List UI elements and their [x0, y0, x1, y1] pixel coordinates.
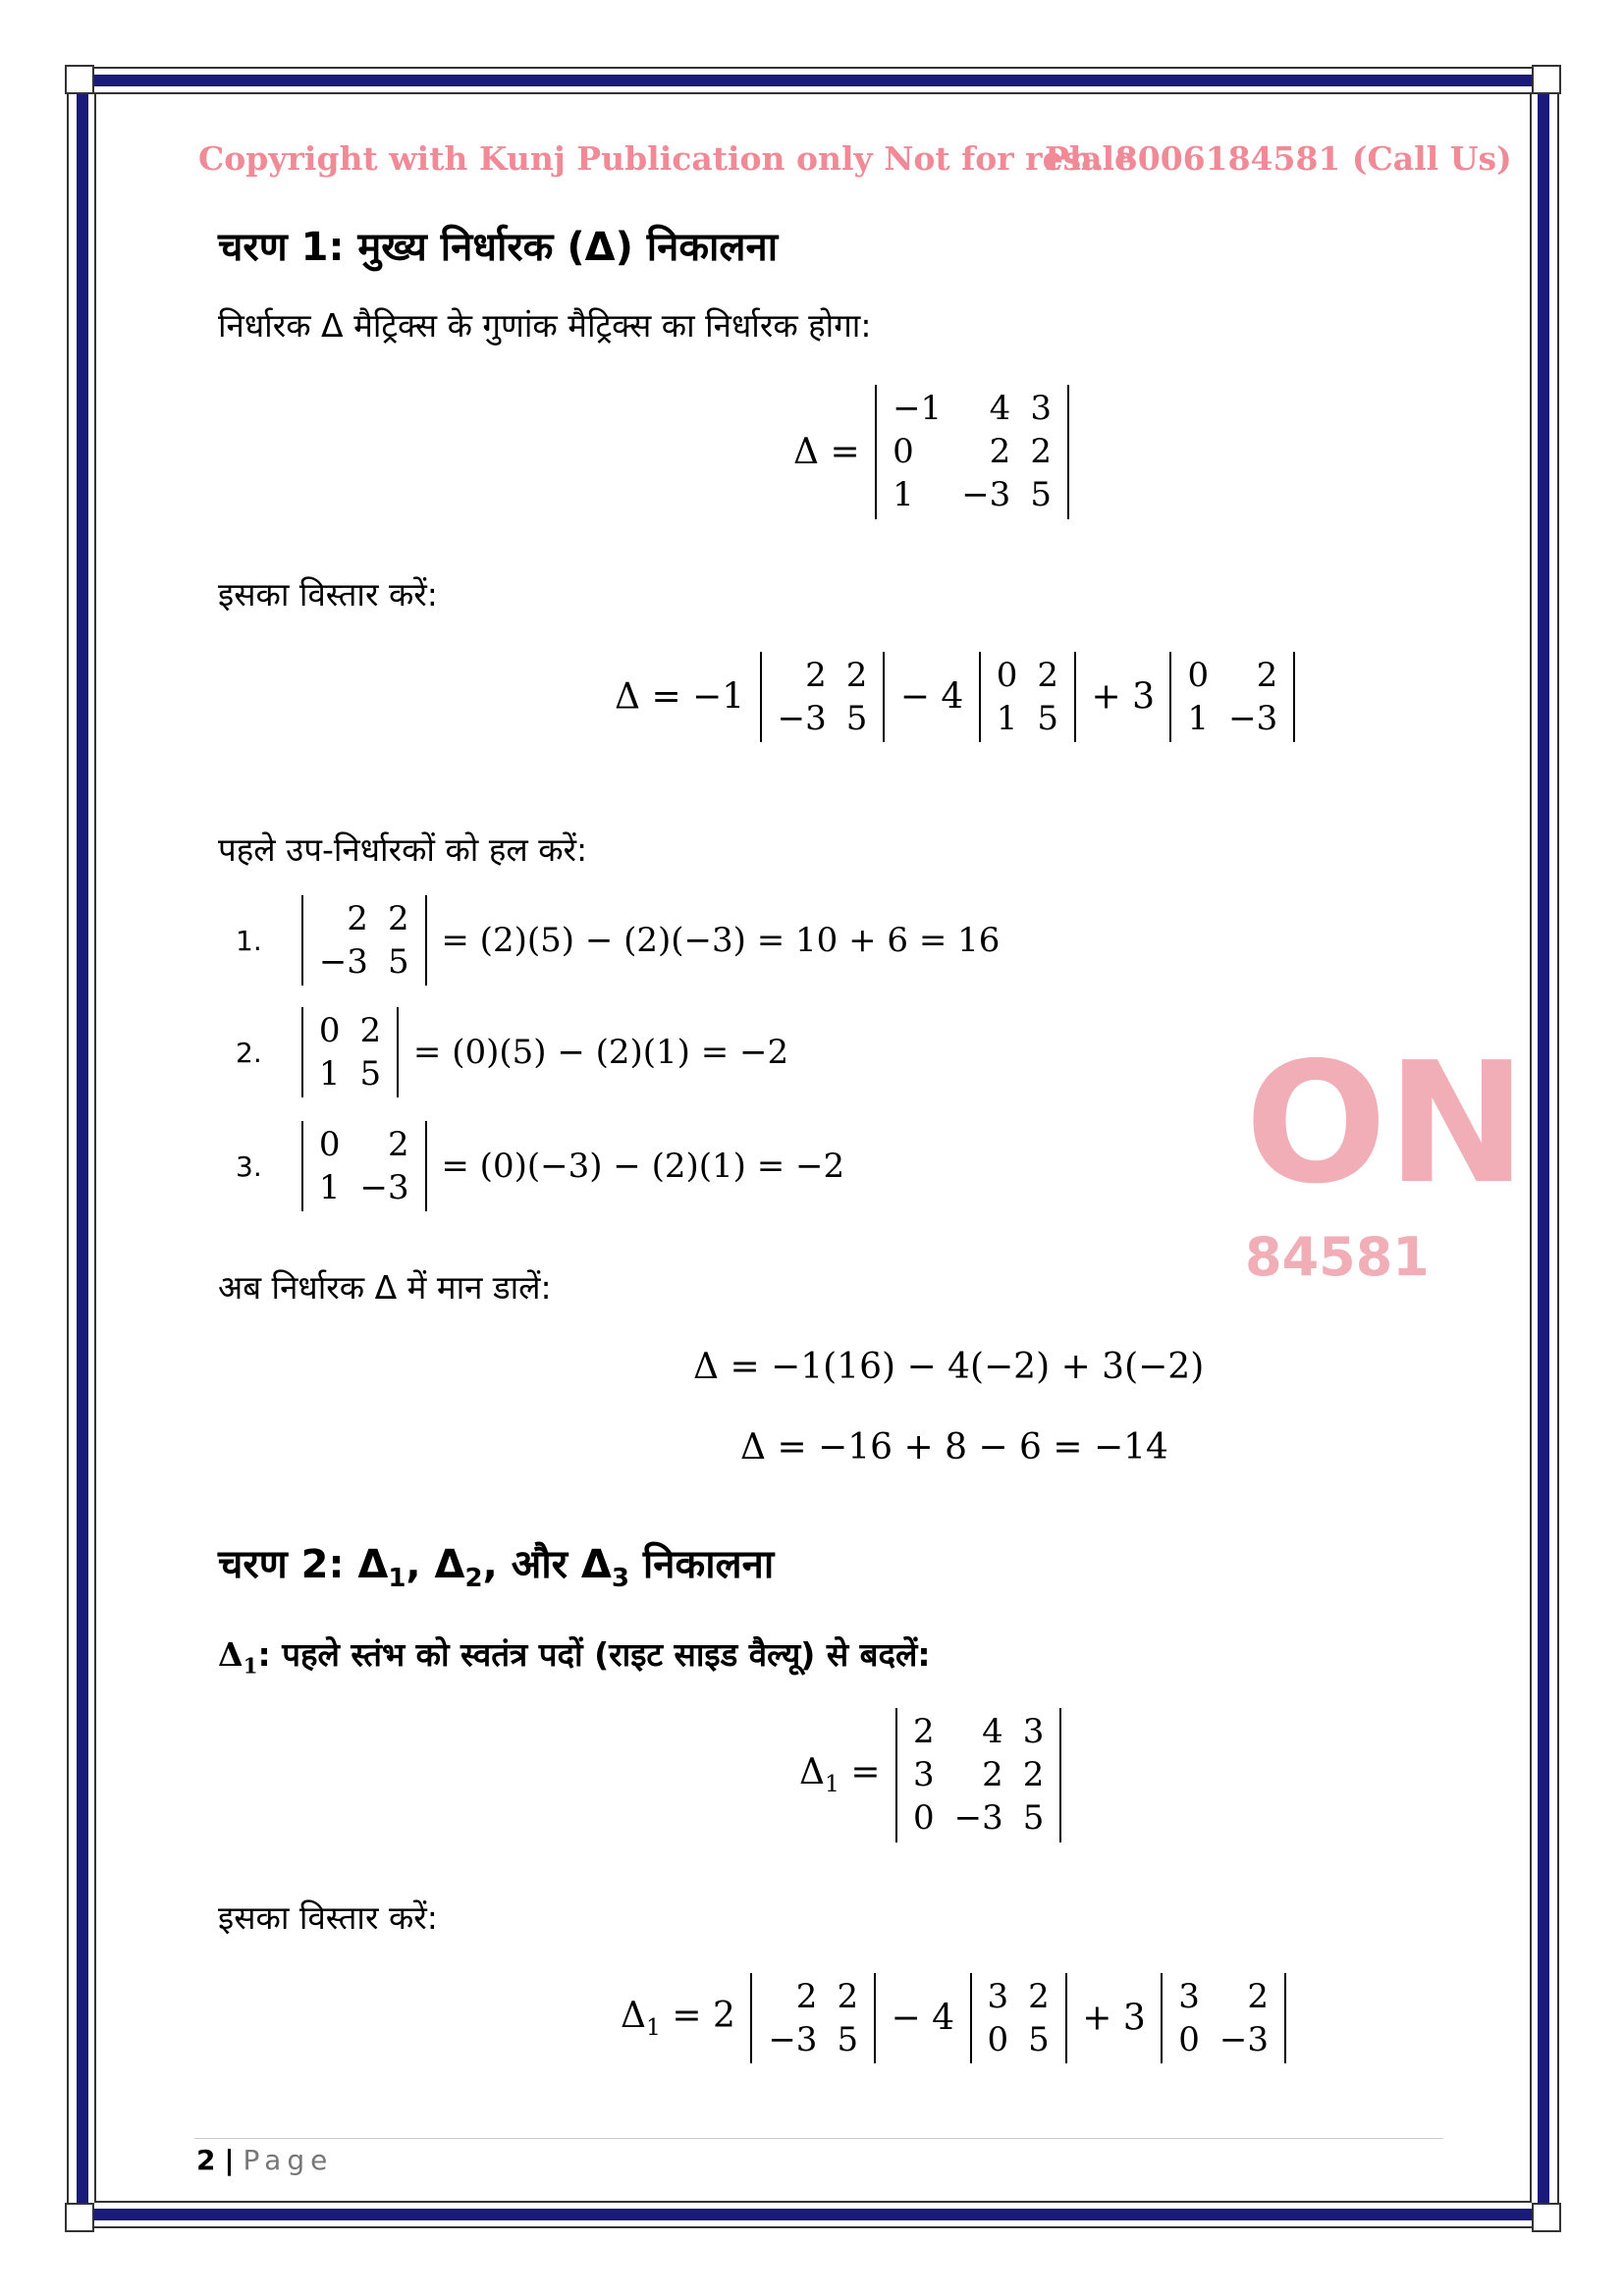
- minor-matrix: 2 2 −3 5: [760, 652, 886, 742]
- corner-ornament: [1532, 2203, 1561, 2232]
- list-number: 3.: [236, 1149, 262, 1183]
- minor-matrix: 3 2 0 −3: [1161, 1973, 1286, 2063]
- minor-matrix: 2 2 −3 5: [750, 1973, 876, 2063]
- delta1-lhs: $\Delta_1$ =: [799, 1752, 881, 1798]
- matrix-3x3: −1 4 3 0 2 2 1 −3 5: [875, 385, 1069, 519]
- copyright-header: [198, 139, 1512, 178]
- heading-text: निकालना: [642, 1542, 775, 1587]
- step2-expansion: [621, 1973, 1290, 2063]
- expansion-lead: Δ = −1: [615, 676, 745, 718]
- d1-label-text: : पहले स्तंभ को स्वतंत्र पदों (राइट साइड वैल्यू) से बदलें:: [257, 1635, 931, 1674]
- list-number: 1.: [236, 924, 262, 957]
- step1-intro: निर्धारक Δ मैट्रिक्स के गुणांक मैट्रिक्स का निर्धारक होगा:: [218, 306, 872, 345]
- step1-substitute-label: अब निर्धारक Δ में मान डालें:: [218, 1268, 552, 1307]
- calc-line-2: Δ = −16 + 8 − 6 = −14: [740, 1427, 1168, 1468]
- calc-line-1: Δ = −1(16) − 4(−2) + 3(−2): [693, 1347, 1205, 1387]
- page-word: Page: [243, 2144, 334, 2176]
- sub-result: = (0)(−3) − (2)(1) = −2: [441, 1147, 845, 1187]
- footer-separator: |: [224, 2144, 235, 2176]
- copyright-text: Copyright with Kunj Publication only Not for resale: [198, 139, 1136, 178]
- minor-matrix: 0 2 1 5: [979, 652, 1076, 742]
- phone-text: Ph. 8006184581 (Call Us): [1045, 139, 1512, 178]
- sub-determinant-3: [236, 1121, 844, 1211]
- sub-determinant-2: [236, 1007, 788, 1097]
- step2-heading: चरण 2: $\Delta_1$, $\Delta_2$, और $\Delta_3$ निकालना: [218, 1542, 775, 1593]
- sub-result: = (0)(5) − (2)(1) = −2: [412, 1033, 789, 1073]
- minor-matrix: 0 2 1 −3: [301, 1121, 427, 1211]
- list-number: 2.: [236, 1036, 262, 1069]
- corner-ornament: [65, 2203, 94, 2232]
- minor-matrix: 2 2 −3 5: [301, 895, 427, 986]
- step1-heading: चरण 1: मुख्य निर्धारक (Δ) निकालना: [218, 225, 779, 270]
- delta-symbol: Δ: [218, 1635, 244, 1674]
- page-number: 2: [196, 2144, 216, 2176]
- expansion-term: + 3: [1091, 676, 1156, 718]
- expansion-term: + 3: [1082, 1998, 1146, 2039]
- minor-matrix: 3 2 0 5: [970, 1973, 1067, 2063]
- sub-determinant-1: [236, 895, 1000, 986]
- minor-matrix: 0 2 1 5: [301, 1007, 399, 1097]
- step2-expand-label: इसका विस्तार करें:: [218, 1898, 438, 1937]
- watermark-small: 84581: [1245, 1226, 1430, 1288]
- minor-matrix: 0 2 1 −3: [1169, 652, 1295, 742]
- delta-lhs: Δ =: [793, 431, 860, 472]
- corner-ornament: [65, 65, 94, 94]
- step1-expand-label: इसका विस्तार करें:: [218, 575, 438, 614]
- page-footer: [196, 2144, 333, 2176]
- step1-expansion: [615, 652, 1299, 742]
- footer-divider: [194, 2138, 1443, 2139]
- expansion-lead: $\Delta_1 = 2$: [621, 1996, 735, 2042]
- heading-text: चरण 2: Δ: [218, 1542, 389, 1587]
- sub-result: = (2)(5) − (2)(−3) = 10 + 6 = 16: [441, 921, 1001, 961]
- corner-ornament: [1532, 65, 1561, 94]
- step1-sub-label: पहले उप-निर्धारकों को हल करें:: [218, 830, 588, 869]
- d1-determinant: [799, 1708, 1065, 1842]
- expansion-term: − 4: [891, 1998, 955, 2039]
- matrix-3x3: 2 4 3 3 2 2 0 −3 5: [895, 1708, 1061, 1842]
- expansion-term: − 4: [899, 676, 964, 718]
- main-determinant: [793, 385, 1073, 519]
- watermark-big: ON: [1245, 1027, 1527, 1221]
- d1-label: $\Delta_1$: पहले स्तंभ को स्वतंत्र पदों (राइट साइड वैल्यू) से बदलें:: [218, 1635, 931, 1680]
